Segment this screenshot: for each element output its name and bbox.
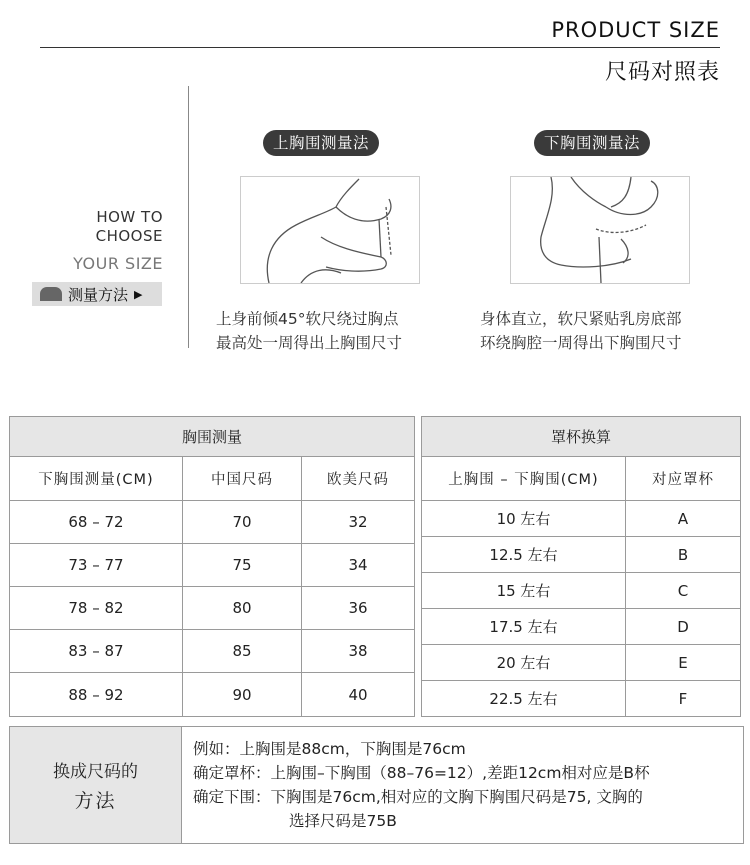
example-line4: 选择尺码是75B [289, 812, 397, 830]
header-title-cn: 尺码对照表 [604, 60, 720, 85]
arrow-right-icon: ▶ [134, 287, 143, 301]
table-row [422, 501, 741, 537]
size-method-text [193, 737, 650, 833]
cup-cell: B [626, 537, 741, 573]
cup-conversion-title: 罩杯换算 [422, 417, 741, 457]
col-header-cn-size: 中国尺码 [183, 457, 302, 501]
cn-size-cell: 90 [183, 673, 302, 717]
cn-size-cell: 70 [183, 501, 302, 544]
difference-cell: 10 左右 [422, 501, 626, 537]
cup-cell: D [626, 609, 741, 645]
col-header-cup: 对应罩杯 [626, 457, 741, 501]
upper-bust-illustration [240, 176, 420, 284]
eu-size-cell: 40 [302, 673, 415, 717]
how-to-choose [96, 208, 163, 246]
measure-method-label: 测量方法 [68, 285, 129, 304]
example-line3: 确定下围：下胸围是76cm,相对应的文胸下胸围尺码是75, 文胸的 [193, 788, 643, 806]
method-title-upper: 上胸围测量法 [263, 130, 379, 156]
table-row [10, 587, 415, 630]
col-header-difference: 上胸围 – 下胸围(CM) [422, 457, 626, 501]
method-desc-upper-line2: 最高处一周得出上胸围尺寸 [216, 334, 403, 352]
bust-measure-title: 胸围测量 [10, 417, 415, 457]
vertical-divider [188, 86, 189, 348]
table-row [10, 630, 415, 673]
example-line2: 确定罩杯：上胸围–下胸围（88–76=12）,差距12cm相对应是B杯 [193, 764, 650, 782]
underbust-cell: 78 – 82 [10, 587, 183, 630]
cn-size-cell: 75 [183, 544, 302, 587]
cup-conversion-table [421, 416, 741, 717]
underbust-cell: 83 – 87 [10, 630, 183, 673]
table-row [422, 681, 741, 717]
size-method-label-line2: 方法 [74, 790, 117, 812]
difference-cell: 20 左右 [422, 645, 626, 681]
how-text: HOW TO [96, 208, 163, 226]
underbust-cell: 68 – 72 [10, 501, 183, 544]
method-desc-lower-line2: 环绕胸腔一周得出下胸围尺寸 [480, 334, 682, 352]
cup-cell: E [626, 645, 741, 681]
table-row [422, 645, 741, 681]
col-header-underbust: 下胸围测量(CM) [10, 457, 183, 501]
eu-size-cell: 32 [302, 501, 415, 544]
underbust-cell: 73 – 77 [10, 544, 183, 587]
difference-cell: 15 左右 [422, 573, 626, 609]
table-row [422, 537, 741, 573]
table-row [10, 544, 415, 587]
size-method-label-line1: 换成尺码的 [53, 762, 138, 782]
eu-size-cell: 36 [302, 587, 415, 630]
choose-text: CHOOSE [95, 227, 163, 245]
measure-method-tag [32, 282, 162, 306]
cup-cell: C [626, 573, 741, 609]
cn-size-cell: 80 [183, 587, 302, 630]
table-row [10, 673, 415, 717]
table-row [10, 501, 415, 544]
bust-measure-table [9, 416, 415, 717]
col-header-eu-size: 欧美尺码 [302, 457, 415, 501]
difference-cell: 22.5 左右 [422, 681, 626, 717]
lower-bust-illustration [510, 176, 690, 284]
lower-bust-figure-icon [511, 177, 689, 283]
method-desc-lower [480, 307, 682, 355]
tape-measure-icon [40, 287, 62, 301]
difference-cell: 17.5 左右 [422, 609, 626, 645]
cn-size-cell: 85 [183, 630, 302, 673]
method-desc-upper-line1: 上身前倾45°软尺绕过胸点 [216, 310, 399, 328]
cup-cell: A [626, 501, 741, 537]
table-row [422, 573, 741, 609]
size-method-label [10, 727, 182, 843]
example-line1: 例如：上胸围是88cm，下胸围是76cm [193, 740, 466, 758]
upper-bust-figure-icon [241, 177, 419, 283]
method-desc-lower-line1: 身体直立，软尺紧贴乳房底部 [480, 310, 682, 328]
eu-size-cell: 34 [302, 544, 415, 587]
header-title-en: PRODUCT SIZE [551, 18, 720, 42]
table-row [422, 609, 741, 645]
eu-size-cell: 38 [302, 630, 415, 673]
underbust-cell: 88 – 92 [10, 673, 183, 717]
header-divider [40, 47, 720, 48]
difference-cell: 12.5 左右 [422, 537, 626, 573]
your-size-text: YOUR SIZE [73, 254, 163, 273]
method-title-lower: 下胸围测量法 [534, 130, 650, 156]
cup-cell: F [626, 681, 741, 717]
size-method-box [9, 726, 744, 844]
method-desc-upper [216, 307, 402, 355]
